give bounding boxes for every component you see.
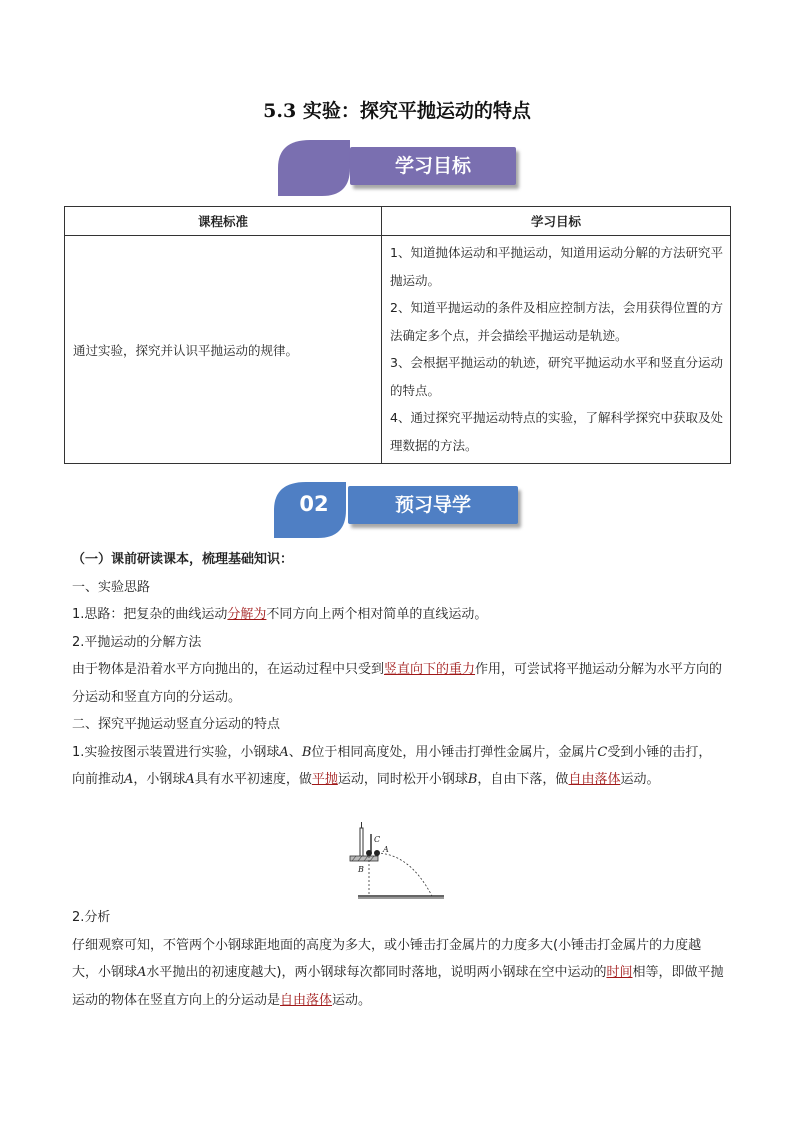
answer-blank: 自由落体 bbox=[568, 772, 621, 787]
page-title: 5.3 实验：探究平抛运动的特点 bbox=[263, 100, 531, 122]
svg-text:C: C bbox=[374, 835, 381, 844]
answer-blank: 自由落体 bbox=[280, 992, 333, 1008]
paragraph-experiment: 1.实验按图示装置进行实验，小钢球A、B位于相同高度处，用小锤击打弹性金属片，金属片C受到小锤的击打，向前推动A，小钢球A具有水平初速度，做平抛运动，同时松开小钢球B，自由下落，做自由落体运动。 bbox=[72, 744, 712, 787]
goal-item: 2、知道平抛运动的条件及相应控制方法，会用获得位置的方法确定多个点，并会描绘平抛运动是轨迹。 bbox=[390, 300, 723, 343]
header-standard: 课程标准 bbox=[65, 207, 382, 236]
goal-item: 1、知道抛体运动和平抛运动，知道用运动分解的方法研究平抛运动。 bbox=[390, 245, 723, 288]
apparatus-diagram bbox=[340, 822, 450, 902]
purple-leaf-shape bbox=[276, 138, 352, 198]
section-heading: （一）课前研读课本，梳理基础知识： bbox=[72, 552, 294, 567]
learning-goals-label: 学习目标 bbox=[350, 147, 516, 185]
p2-title: 2.平抛运动的分解方法 bbox=[72, 634, 202, 650]
course-standard-cell: 通过实验，探究并认识平抛运动的规律。 bbox=[65, 236, 382, 464]
answer-blank: 平抛 bbox=[311, 772, 338, 787]
paragraph-analysis: 仔细观察可知，不管两个小钢球距地面的高度为多大，或小锤击打金属片的力度多大(小锤击打金属片的力度越大，小钢球A水平抛出的初速度越大)，两小钢球每次都同时落地，说明两小钢球在空中运动的时间相等，即做平抛运动的物体在竖直方向上的分运动是自由落体运动。 bbox=[72, 937, 724, 1008]
section-number-badge: 02 bbox=[299, 492, 329, 516]
answer-blank: 时间 bbox=[606, 965, 633, 980]
goal-item: 4、通过探究平抛运动特点的实验，了解科学探究中获取及处理数据的方法。 bbox=[390, 410, 723, 453]
part1-title: 一、实验思路 bbox=[72, 579, 151, 595]
svg-text:A: A bbox=[383, 845, 389, 854]
study-content bbox=[72, 546, 724, 794]
analysis-content bbox=[72, 904, 724, 1014]
header-goals: 学习目标 bbox=[382, 207, 731, 236]
part2-title: 二、探究平抛运动竖直分运动的特点 bbox=[72, 717, 281, 732]
paragraph-decomposition: 由于物体是沿着水平方向抛出的，在运动过程中只受到竖直向下的重力作用，可尝试将平抛运动分解为水平方向的分运动和竖直方向的分运动。 bbox=[72, 662, 723, 705]
goals-cell bbox=[382, 236, 731, 464]
svg-text:B: B bbox=[358, 865, 364, 874]
learning-goals-banner bbox=[276, 138, 521, 200]
p4-title: 2.分析 bbox=[72, 910, 111, 925]
answer-blank: 分解为 bbox=[227, 607, 267, 622]
preview-label: 预习导学 bbox=[348, 486, 518, 524]
objectives-table bbox=[64, 206, 731, 464]
goal-item: 3、会根据平抛运动的轨迹，研究平抛运动水平和竖直分运动的特点。 bbox=[390, 355, 723, 398]
answer-blank: 竖直向下的重力 bbox=[384, 662, 476, 677]
table-header-row bbox=[65, 207, 731, 236]
table-row bbox=[65, 236, 731, 464]
paragraph-approach: 1.思路：把复杂的曲线运动分解为不同方向上两个相对简单的直线运动。 bbox=[72, 607, 488, 622]
preview-banner bbox=[272, 480, 528, 542]
